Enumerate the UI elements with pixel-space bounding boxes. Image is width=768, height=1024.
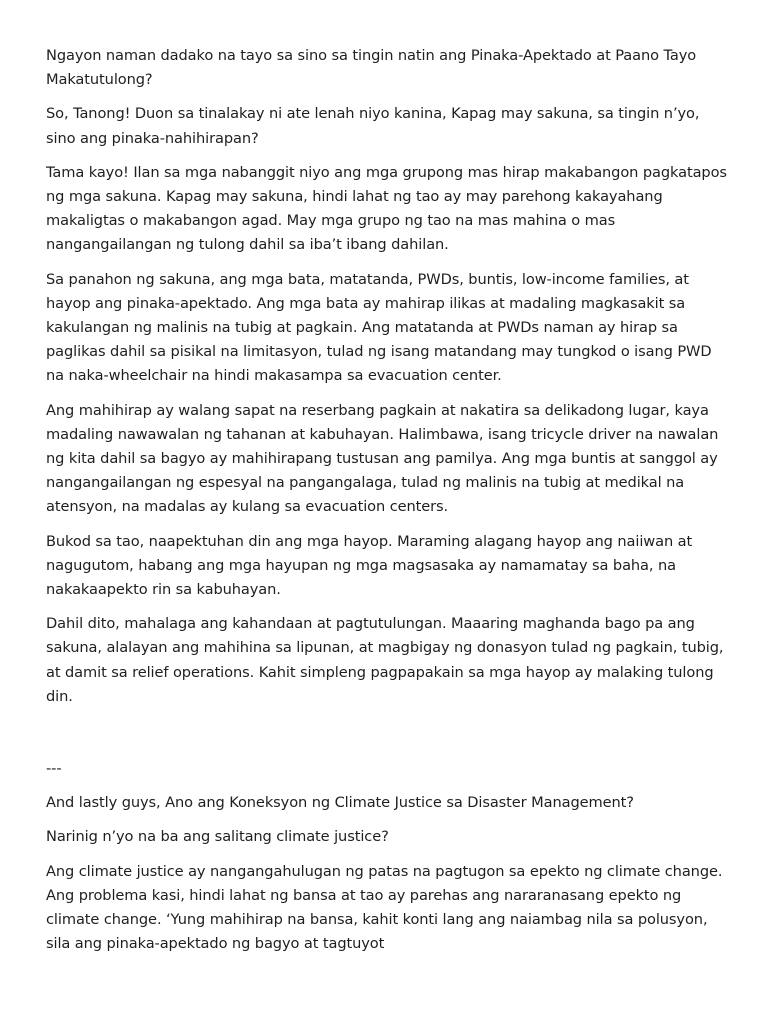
paragraph-narinig: Narinig n’yo na ba ang salitang climate justice? [46,828,389,846]
paragraph-climate-justice-question: And lastly guys, Ano ang Koneksyon ng Climate Justice sa Disaster Management? [46,794,634,812]
document-page [46,44,730,967]
paragraph-bukod-sa-tao: Bukod sa tao, naapektuhan din ang mga hayop. Maraming alagang hayop ang naiiwan at nagugutom, habang ang mga hayupan ng mga magsasaka ay namamatay sa baha, na nakakaapekto rin sa kabuhayan. [46,532,693,599]
paragraph-sa-panahon: Sa panahon ng sakuna, ang mga bata, matatanda, PWDs, buntis, low-income families, at hayop ang pinaka-apektado. Ang mga bata ay mahirap ilikas at madaling magkasakit sa kakulangan ng malinis na tubig at pagkain. Ang matatanda at PWDs naman ay hirap sa paglikas dahil sa pisikal na limitasyon, tulad ng isang matandang may tungkod o isang PWD na naka-wheelchair na hindi makasampa sa evacuation center. [46,270,712,385]
section-separator: --- [46,760,62,778]
paragraph-intro-question: Ngayon naman dadako na tayo sa sino sa tingin natin ang Pinaka-Apektado at Paano Tayo Makatutulong? [46,47,697,89]
paragraph-dahil-dito: Dahil dito, mahalaga ang kahandaan at pagtutulungan. Maaaring maghanda bago pa ang sakuna, alalayan ang mahihina sa lipunan, at magbigay ng donasyon tulad ng pagkain, tubig, at damit sa relief operations. Kahit simpleng pagpapakain sa mga hayop ay malaking tulong din. [46,615,724,705]
paragraph-tanong: So, Tanong! Duon sa tinalakay ni ate lenah niyo kanina, Kapag may sakuna, sa tingin n’yo, sino ang pinaka-nahihirapan? [46,105,700,147]
paragraph-tama-kayo: Tama kayo! Ilan sa mga nabanggit niyo ang mga grupong mas hirap makabangon pagkatapos ng mga sakuna. Kapag may sakuna, hindi lahat ng tao ay may parehong kakayahang makaligtas o makabangon agad. May mga grupo ng tao na mas mahina o mas nangangailangan ng tulong dahil sa iba’t ibang dahilan. [46,163,727,254]
paragraph-mahihirap: Ang mahihirap ay walang sapat na reserbang pagkain at nakatira sa delikadong lugar, kaya madaling nawawalan ng tahanan at kabuhayan. Halimbawa, isang tricycle driver na nawalan ng kita dahil sa bagyo ay mahihirapang tustusan ang pamilya. Ang mga buntis at sanggol ay nangangailangan ng espesyal na pangangalaga, tulad ng malinis na tubig at medikal na atensyon, na madalas ay kulang sa evacuation centers. [46,401,719,516]
paragraph-climate-justice-definition: Ang climate justice ay nangangahulugan ng patas na pagtugon sa epekto ng climate change. Ang problema kasi, hindi lahat ng bansa at tao ay parehas ang nararanasang epekto ng climate change. ‘Yung mahihirap na bansa, kahit konti lang ang naiambag nila sa polusyon, sila ang pinaka-apektado ng bagyo at tagtuyot [46,862,723,953]
